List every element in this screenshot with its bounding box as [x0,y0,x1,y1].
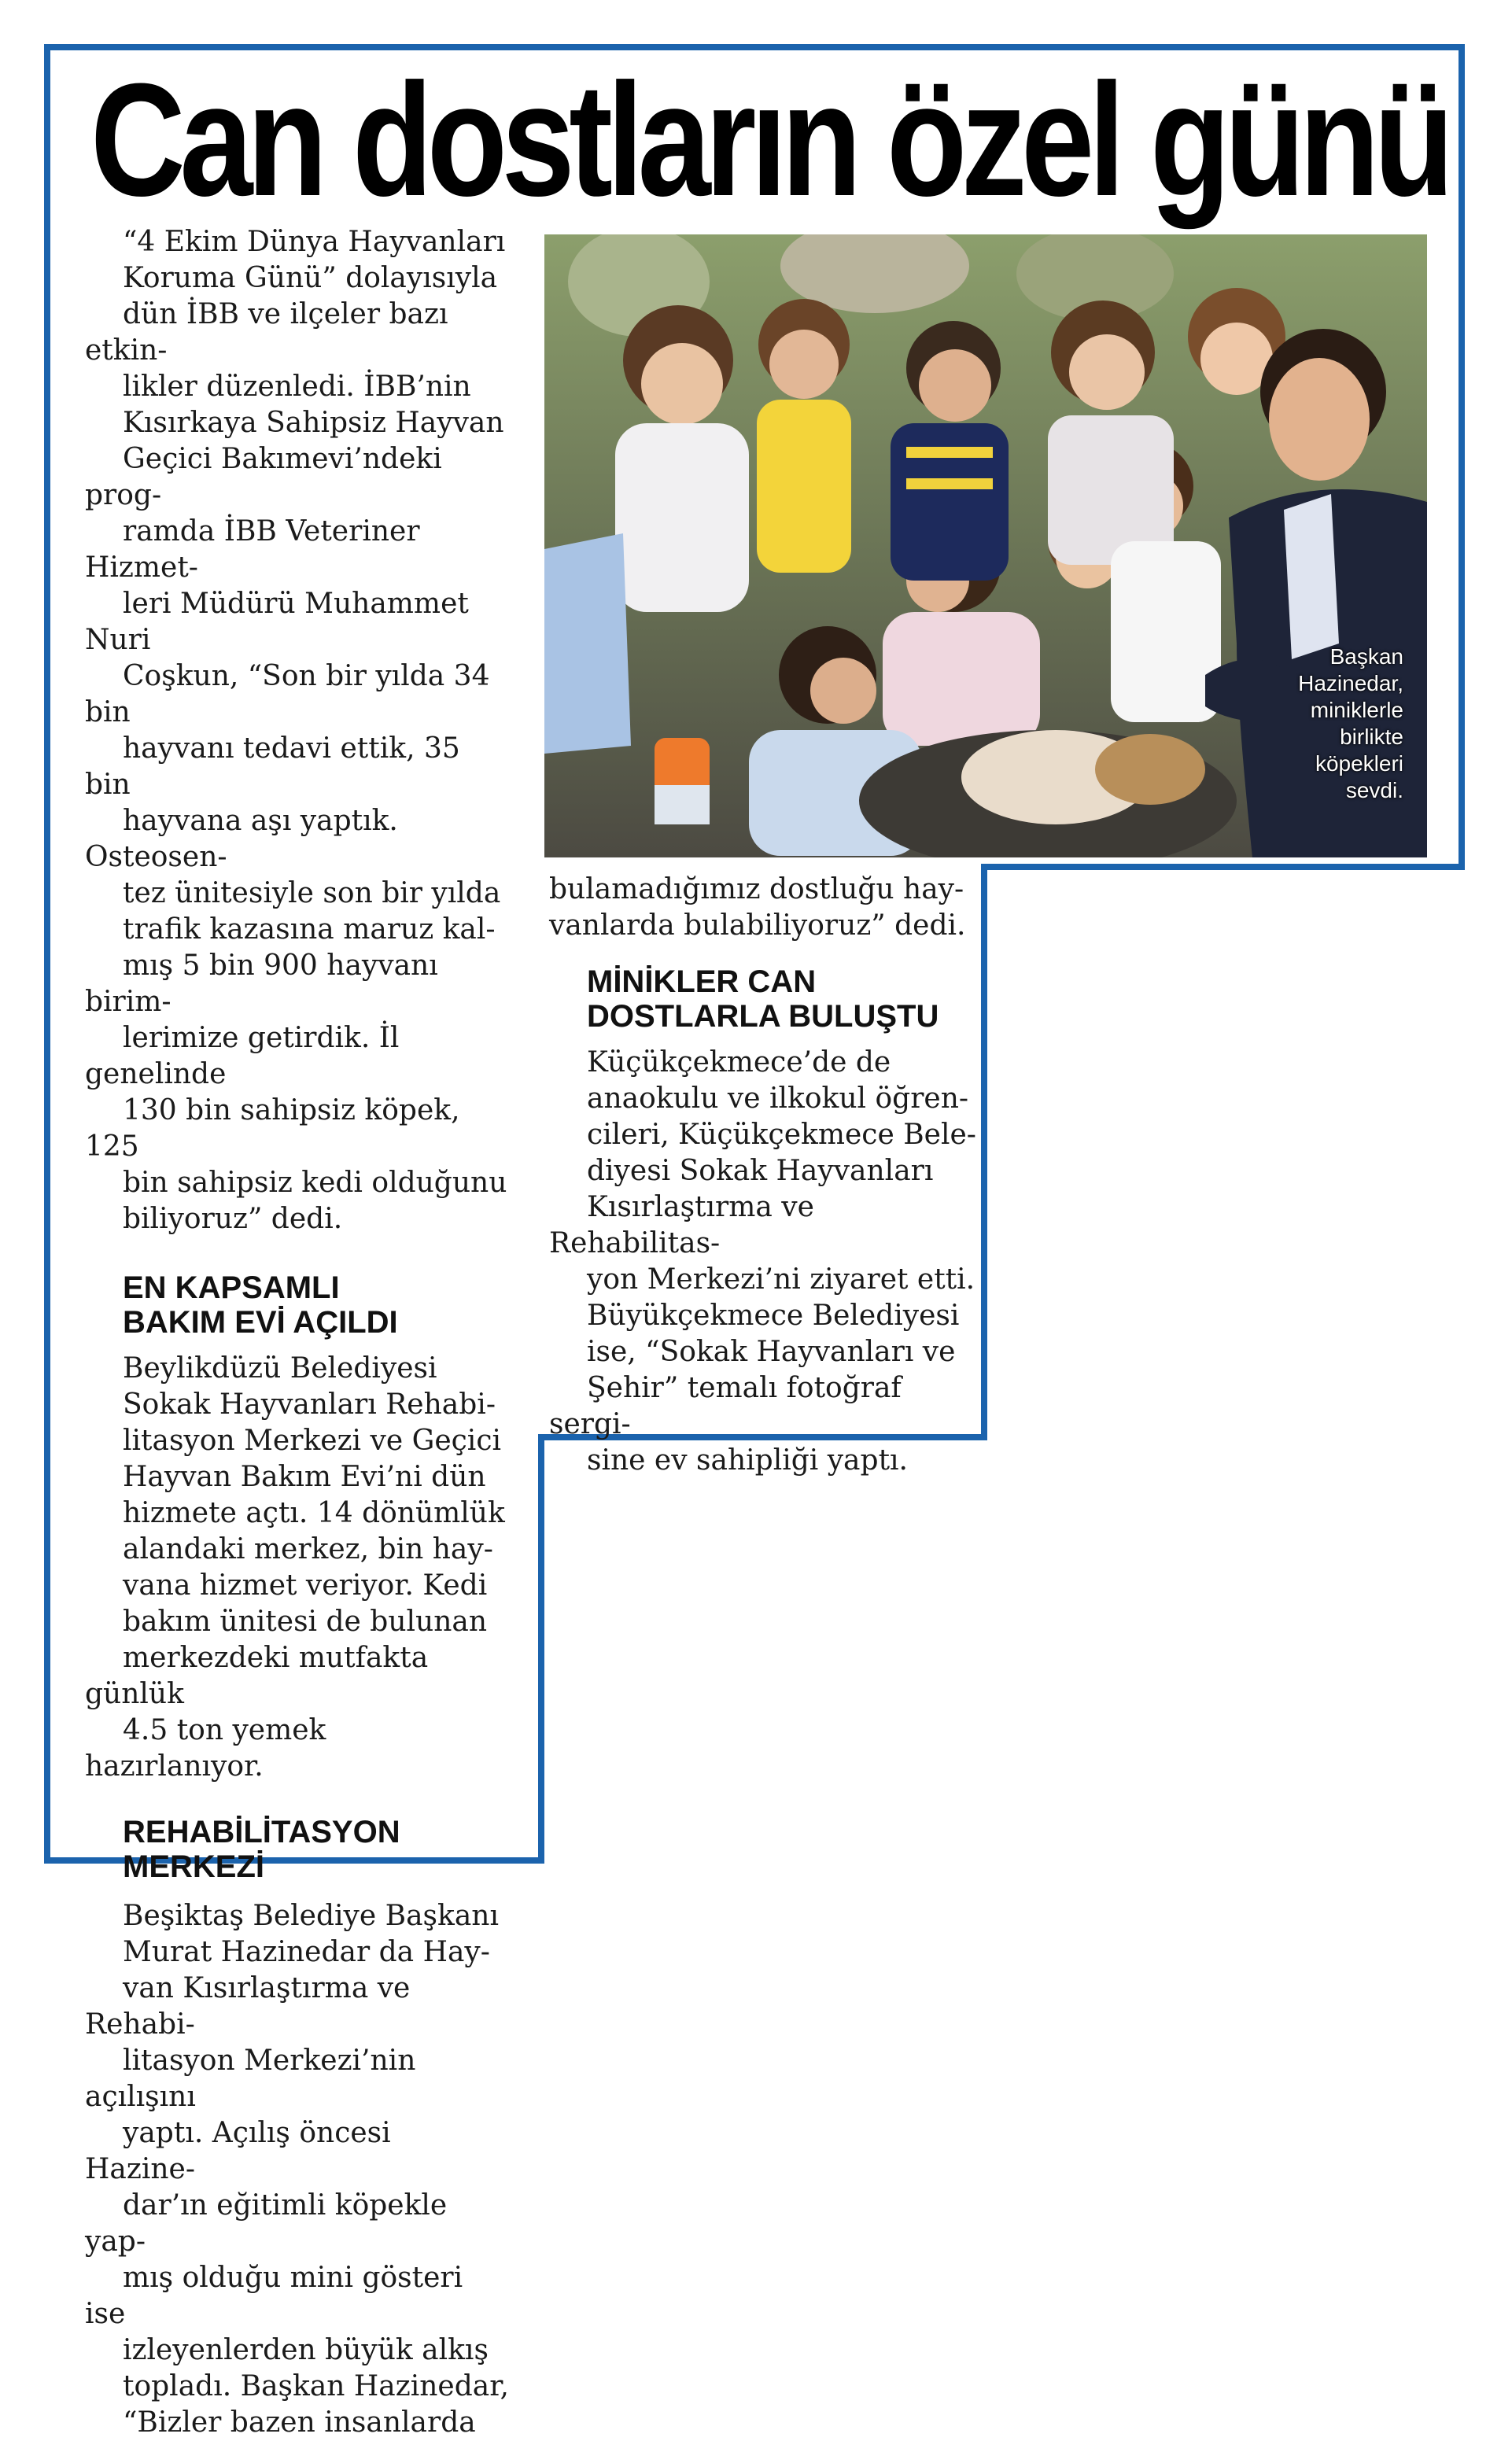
text-line: vanlarda bulabiliyoruz” dedi. [549,909,966,942]
heading-line: REHABİLİTASYON [123,1815,400,1849]
text-line: ise, “Sokak Hayvanları ve [587,1336,956,1368]
text-line: “4 Ekim Dünya Hayvanları [123,226,506,258]
heading-line: DOSTLARLA BULUŞTU [587,999,939,1034]
text-line: 130 bin sahipsiz köpek, 125 [85,1094,460,1163]
article-photo [544,234,1427,857]
heading-line: MİNİKLER CAN [587,964,817,999]
section-heading-rehabilitasyon [85,1815,510,1884]
text-line: 4.5 ton yemek hazırlanıyor. [85,1714,326,1783]
section-heading-en-kapsamli [85,1270,510,1340]
text-line: Şehir” temalı fotoğraf sergi- [549,1372,902,1440]
intro-paragraph [85,224,510,1237]
text-line: vana hizmet veriyor. Kedi [123,1569,488,1602]
text-line: “Bizler bazen insanlarda [123,2406,476,2439]
text-line: topladı. Başkan Hazinedar, [123,2370,509,2402]
caption-line: Hazinedar, [1298,671,1403,695]
text-line: cileri, Küçükçekmece Bele- [587,1119,976,1151]
headline: Can dostların özel günü [90,50,1449,230]
text-line: mış olduğu mini gösteri ise [85,2262,463,2330]
left-column [85,224,510,2441]
section-heading-minikler [549,964,990,1034]
text-line: Murat Hazinedar da Hay- [123,1936,490,1968]
text-line: Beylikdüzü Belediyesi [123,1352,437,1385]
text-line: likler düzenledi. İBB’nin [123,371,471,403]
text-line: bulamadığımız dostluğu hay- [549,873,964,905]
caption-line: Başkan [1329,644,1403,669]
text-line: hayvanı tedavi ettik, 35 bin [85,732,460,801]
text-line: bin sahipsiz kedi olduğunu [123,1167,507,1199]
text-line: litasyon Merkezi’nin açılışını [85,2045,416,2113]
caption-line: birlikte [1340,725,1403,749]
text-line: mış 5 bin 900 hayvanı birim- [85,949,438,1018]
text-line: hayvana aşı yaptık. Osteosen- [85,805,398,873]
text-line: sine ev sahipliği yaptı. [587,1444,908,1477]
text-line: van Kısırlaştırma ve Rehabi- [85,1972,411,2041]
text-line: dün İBB ve ilçeler bazı etkin- [85,298,448,367]
text-line: ramda İBB Veteriner Hizmet- [85,515,420,584]
text-line: litasyon Merkezi ve Geçici [123,1425,501,1457]
text-line: Küçükçekmece’de de [587,1046,891,1079]
text-line: Kısırlaştırma ve Rehabilitas- [549,1191,814,1259]
caption-line: sevdi. [1345,778,1403,802]
section-paragraph [85,1351,510,1785]
text-line: dar’ın eğitimli köpekle yap- [85,2189,448,2258]
text-line: diyesi Sokak Hayvanları [587,1155,934,1187]
text-line: trafik kazasına maruz kal- [123,913,496,946]
heading-line: BAKIM EVİ AÇILDI [123,1305,398,1340]
text-line: Sokak Hayvanları Rehabi- [123,1388,496,1421]
text-line: Kısırkaya Sahipsiz Hayvan [123,407,504,439]
middle-column [549,872,990,1479]
text-line: yaptı. Açılış öncesi Hazine- [85,2117,391,2185]
text-line: bakım ünitesi de bulunan [123,1606,488,1638]
section-paragraph [85,1898,510,2441]
text-line: Beşiktaş Belediye Başkanı [123,1900,500,1932]
continued-paragraph [549,872,990,944]
text-line: Büyükçekmece Belediyesi [587,1300,960,1332]
text-line: hizmete açtı. 14 dönümlük [123,1497,505,1529]
text-line: Coşkun, “Son bir yılda 34 bin [85,660,490,728]
heading-line: MERKEZİ [123,1849,264,1884]
text-line: Hayvan Bakım Evi’ni dün [123,1461,486,1493]
caption-line: miniklerle [1310,698,1403,722]
text-line: tez ünitesiyle son bir yılda [123,877,501,909]
section-paragraph [549,1045,990,1479]
photo-caption [1278,643,1403,804]
text-line: leri Müdürü Muhammet Nuri [85,588,469,656]
text-line: biliyoruz” dedi. [123,1203,343,1235]
text-line: yon Merkezi’ni ziyaret etti. [587,1263,975,1296]
text-line: lerimize getirdik. İl genelinde [85,1022,400,1090]
heading-line: EN KAPSAMLI [123,1270,340,1305]
text-line: alandaki merkez, bin hay- [123,1533,493,1565]
text-line: anaokulu ve ilkokul öğren- [587,1082,969,1115]
text-line: merkezdeki mutfakta günlük [85,1642,429,1710]
caption-line: köpekleri [1315,751,1403,776]
text-line: Geçici Bakımevi’ndeki prog- [85,443,442,511]
text-line: Koruma Günü” dolayısıyla [123,262,498,294]
text-line: izleyenlerden büyük alkış [123,2334,489,2366]
